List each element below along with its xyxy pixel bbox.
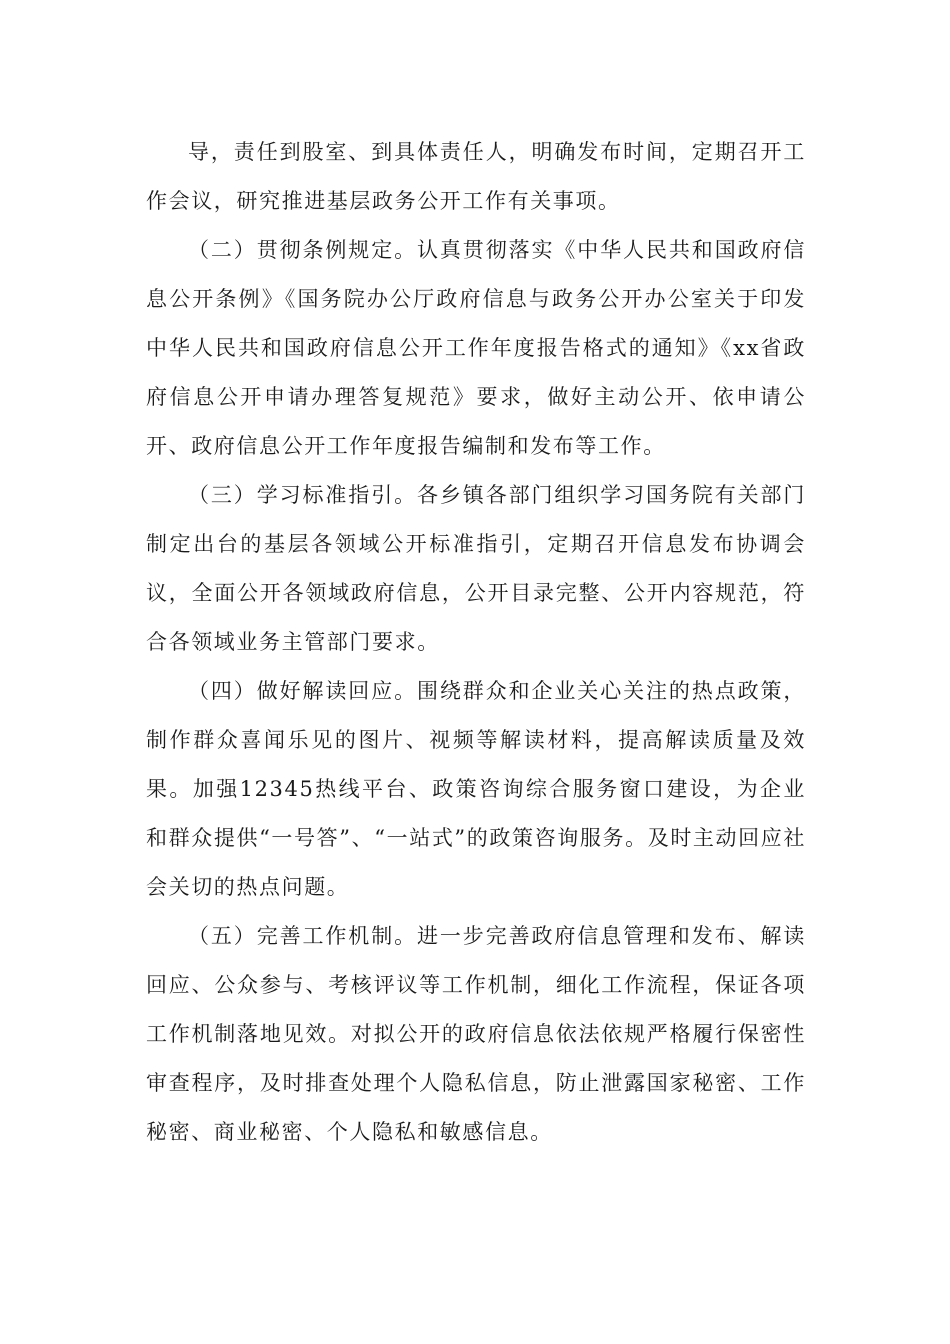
document-body [146,128,806,1157]
paragraph-section-2: （二）贯彻条例规定。认真贯彻落实《中华人民共和国政府信息公开条例》《国务院办公厅政府信息与政务公开办公室关于印发中华人民共和国政府信息公开工作年度报告格式的通知》《xx省政府信息公开申请办理答复规范》要求，做好主动公开、依申请公开、政府信息公开工作年度报告编制和发布等工作。 [146,238,806,458]
paragraph-section-3: （三）学习标准指引。各乡镇各部门组织学习国务院有关部门制定出台的基层各领域公开标准指引，定期召开信息发布协调会议，全面公开各领域政府信息，公开目录完整、公开内容规范，符合各领域业务主管部门要求。 [146,483,806,654]
paragraph-continuation: 导，责任到股室、到具体责任人，明确发布时间，定期召开工作会议，研究推进基层政务公开工作有关事项。 [146,140,806,213]
paragraph-section-4: （四）做好解读回应。围绕群众和企业关心关注的热点政策，制作群众喜闻乐见的图片、视频等解读材料，提高解读质量及效果。加强12345热线平台、政策咨询综合服务窗口建设，为企业和群众提供“一号答”、“一站式”的政策咨询服务。及时主动回应社会关切的热点问题。 [146,679,806,899]
paragraph-section-5: （五）完善工作机制。进一步完善政府信息管理和发布、解读回应、公众参与、考核评议等工作机制，细化工作流程，保证各项工作机制落地见效。对拟公开的政府信息依法依规严格履行保密性审查程序，及时排查处理个人隐私信息，防止泄露国家秘密、工作秘密、商业秘密、个人隐私和敏感信息。 [146,924,806,1144]
